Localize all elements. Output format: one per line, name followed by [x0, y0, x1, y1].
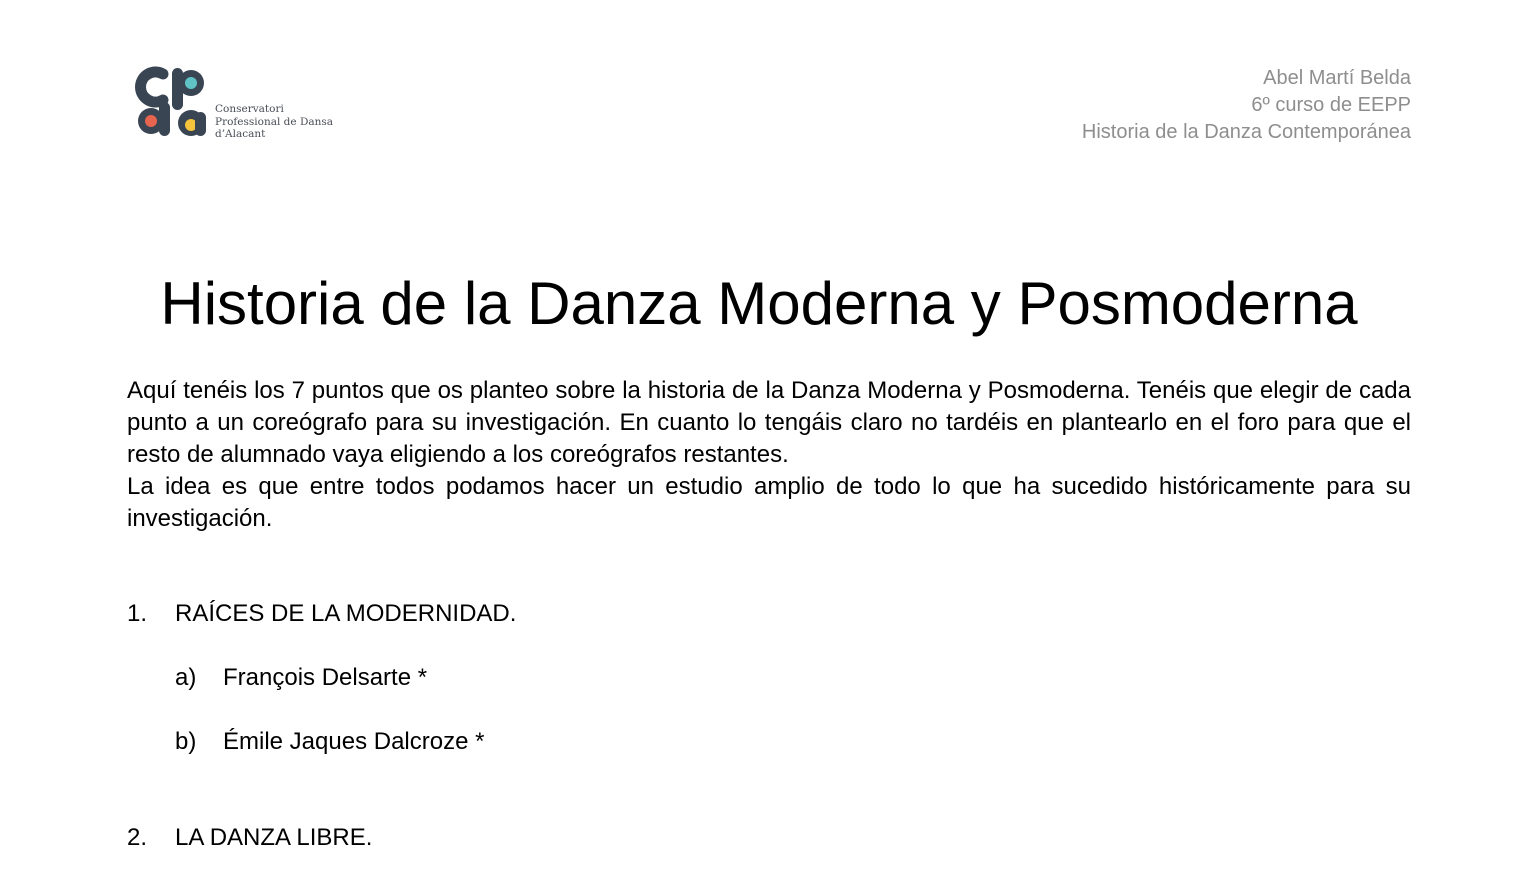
intro-text	[127, 375, 1411, 535]
logo-line-1: Conservatori	[215, 103, 284, 115]
logo-line-3: d’Alacant	[215, 128, 266, 141]
section-heading	[127, 598, 516, 630]
document-title: Historia de la Danza Moderna y Posmoderna	[160, 270, 1358, 337]
item-letter: a)	[175, 664, 197, 691]
list-item	[175, 726, 484, 758]
logo-wordmark	[215, 103, 333, 141]
section-heading	[127, 822, 372, 854]
item-text: Émile Jaques Dalcroze *	[223, 728, 485, 755]
cpda-logo-mark	[133, 64, 213, 144]
item-letter: b)	[175, 728, 197, 755]
section-title: LA DANZA LIBRE.	[175, 824, 373, 851]
logo-line-2: Professional de Dansa	[215, 115, 334, 128]
section-title: RAÍCES DE LA MODERNIDAD.	[175, 600, 517, 627]
list-item	[175, 662, 427, 694]
intro-paragraph-1: Aquí tenéis los 7 puntos que os planteo sobre la historia de la Danza Moderna y Posmoderna. Tenéis que elegir de cada punto a un coreógrafo para su investigación. En cuanto lo tengáis claro no tardéis en plantearlo en el foro para que el resto de alumnado vaya eligiendo a los coreógrafos restantes.	[127, 377, 1411, 468]
cpda-logo	[133, 64, 343, 144]
author-name: Abel Martí Belda	[1263, 67, 1411, 89]
document-header-info	[1082, 65, 1411, 146]
section-number: 1.	[127, 600, 148, 627]
item-text: François Delsarte *	[223, 664, 428, 691]
intro-paragraph-2: La idea es que entre todos podamos hacer un estudio amplio de todo lo que ha sucedido históricamente para su investigación.	[127, 473, 1411, 532]
course-name: 6º curso de EEPP	[1251, 94, 1411, 116]
section-number: 2.	[127, 824, 148, 851]
subject-name: Historia de la Danza Contemporánea	[1081, 121, 1411, 143]
